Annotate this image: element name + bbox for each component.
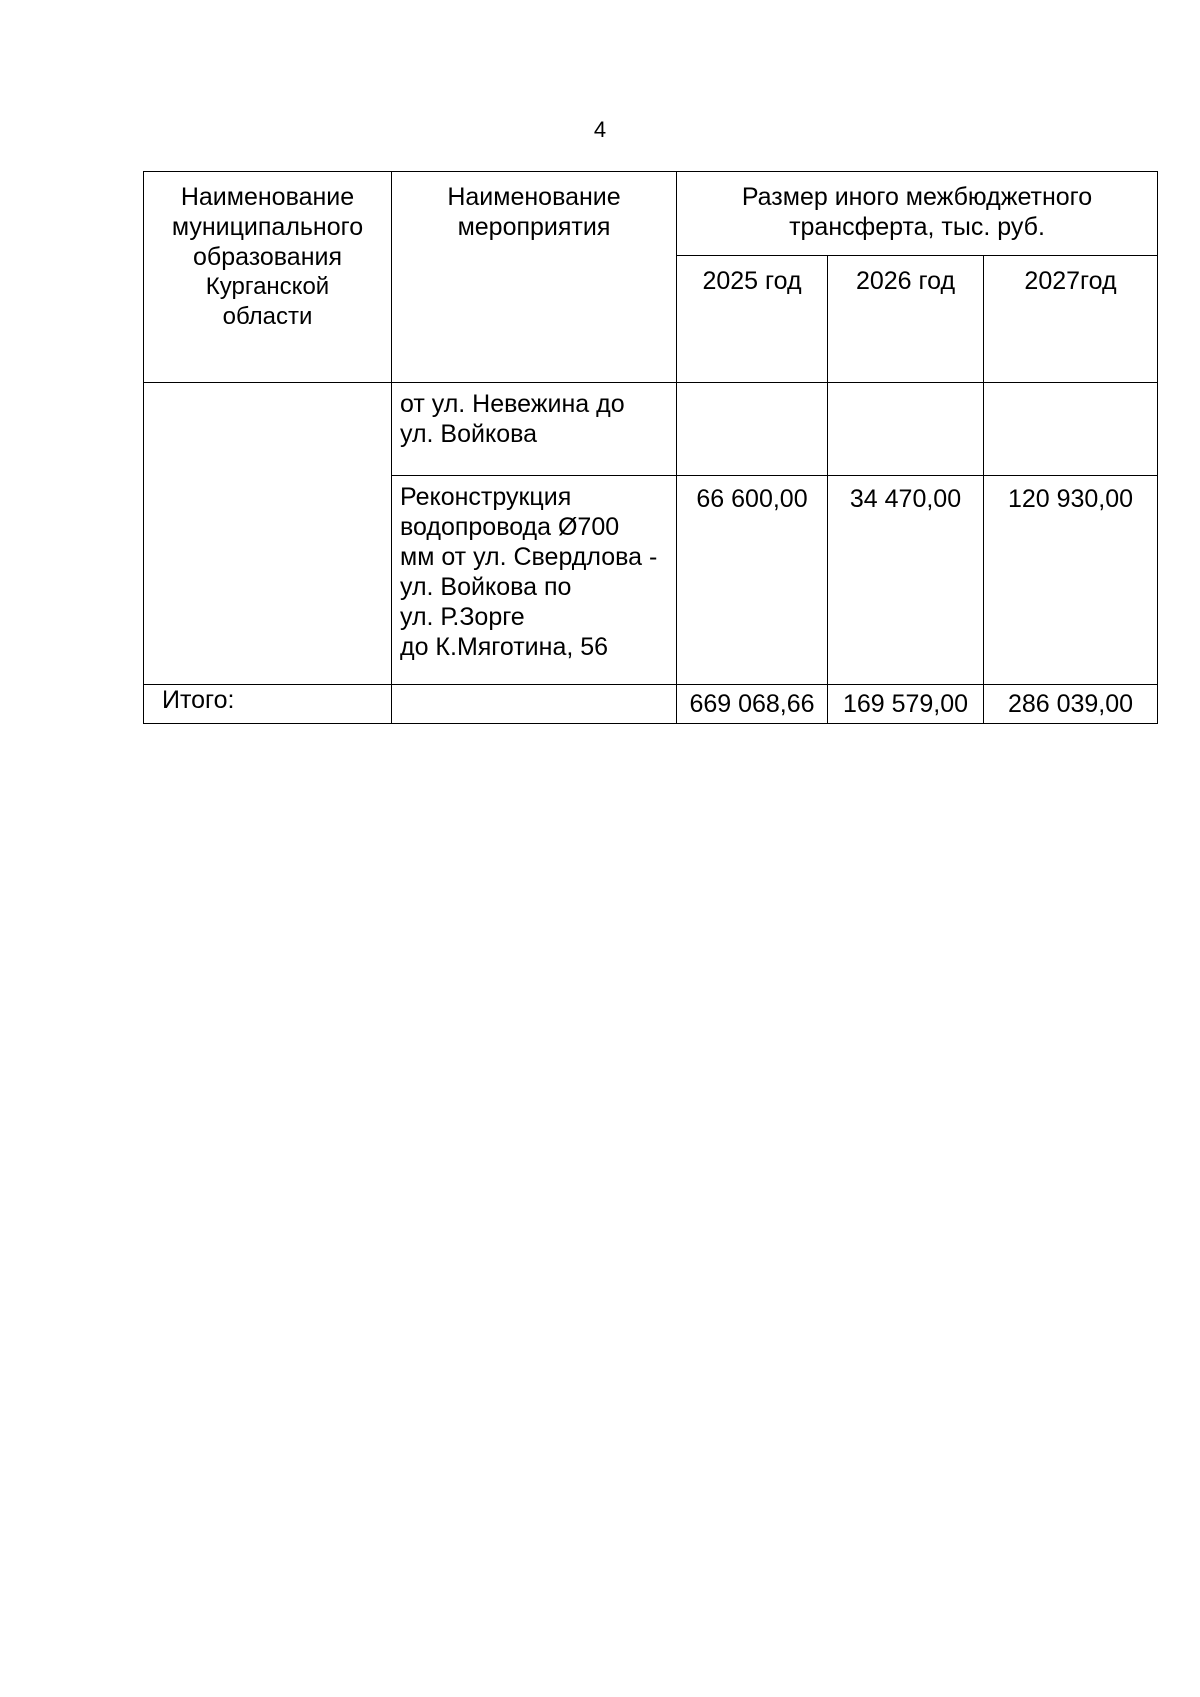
value-2026-cell: [828, 383, 984, 476]
total-2026-cell: 169 579,00: [828, 685, 984, 724]
event-cell: [392, 383, 677, 476]
header-municipality-line: Курганской: [205, 273, 330, 300]
header-municipality-line: муниципального: [171, 213, 364, 241]
header-transfer-size-line: трансферта, тыс. руб.: [789, 213, 1045, 241]
event-line: ул. Войкова по: [400, 573, 572, 601]
value-2027-cell: [984, 383, 1158, 476]
header-event-line: Наименование: [447, 183, 621, 211]
header-municipality: [144, 172, 392, 383]
header-row-top: [144, 172, 1158, 256]
total-2025-cell: 669 068,66: [677, 685, 828, 724]
total-row: [144, 685, 1158, 724]
header-year-2025: 2025 год: [677, 256, 828, 383]
value-2025-cell: [677, 383, 828, 476]
header-municipality-line: области: [222, 303, 313, 330]
header-municipality-line: образования: [192, 243, 343, 271]
header-event: [392, 172, 677, 383]
event-line: Реконструкция: [400, 483, 572, 511]
value-2026-cell: 34 470,00: [828, 476, 984, 685]
total-label: Итого:: [144, 685, 392, 724]
page-number: 4: [593, 117, 607, 142]
municipality-cell: [144, 383, 392, 685]
header-transfer-size: [677, 172, 1158, 256]
event-line: мм от ул. Свердлова -: [400, 543, 658, 571]
total-2027-cell: 286 039,00: [984, 685, 1158, 724]
event-line: до К.Мяготина, 56: [400, 633, 609, 661]
header-event-line: мероприятия: [457, 213, 611, 241]
header-year-2026: 2026 год: [828, 256, 984, 383]
table-row: [144, 383, 1158, 476]
header-transfer-size-line: Размер иного межбюджетного: [741, 183, 1093, 211]
event-line: от ул. Невежина до: [400, 390, 625, 418]
total-event-cell: [392, 685, 677, 724]
value-2027-cell: 120 930,00: [984, 476, 1158, 685]
transfer-table: [143, 171, 1158, 724]
event-cell: [392, 476, 677, 685]
event-line: ул. Войкова: [400, 420, 537, 448]
header-year-2027: 2027год: [984, 256, 1158, 383]
event-line: ул. Р.Зорге: [400, 603, 525, 631]
header-municipality-line: Наименование: [180, 183, 355, 211]
value-2025-cell: 66 600,00: [677, 476, 828, 685]
event-line: водопровода Ø700: [400, 513, 620, 541]
